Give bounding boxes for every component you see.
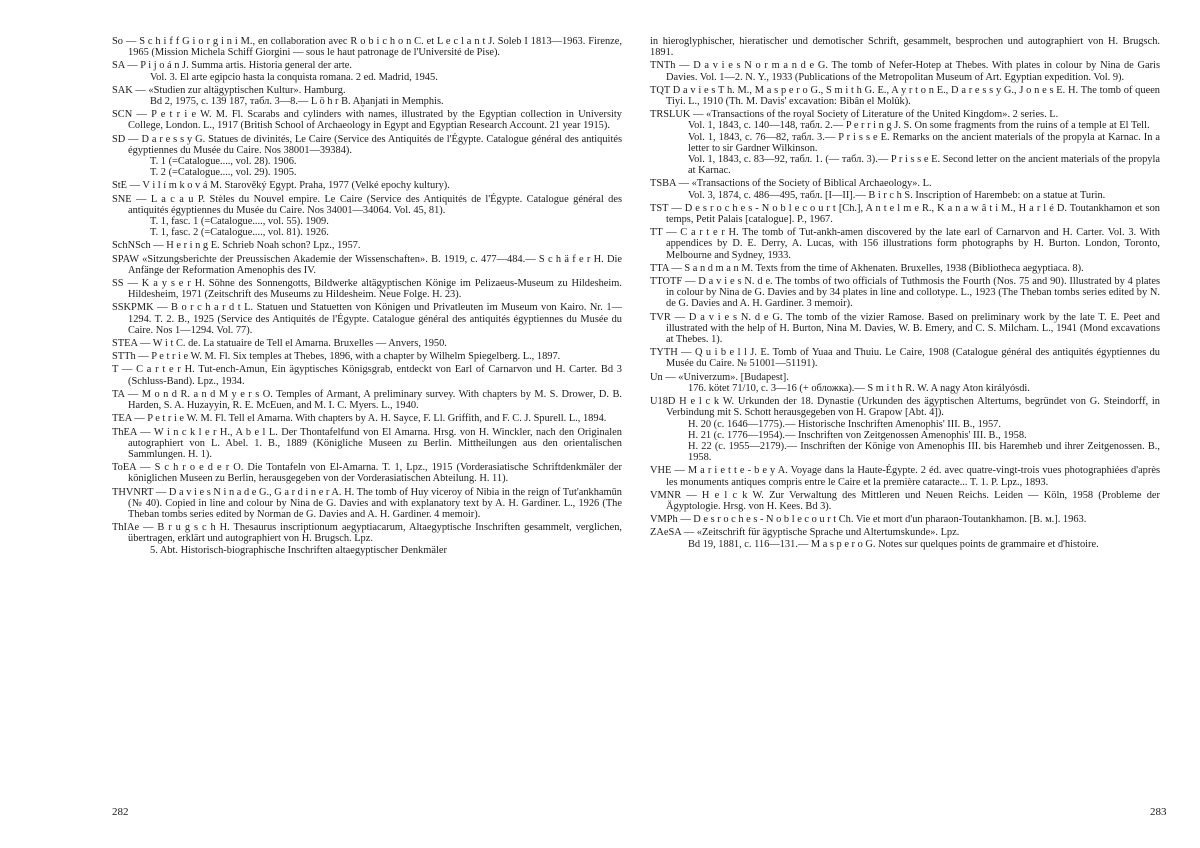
- bibliography-entry: [650, 263, 1160, 274]
- bibliography-entry: [112, 278, 622, 300]
- bibliography-entry: [112, 36, 622, 58]
- entry-text: ZAeSA — «Zeitschrift für ägyptische Sprache und Altertumskunde». Lpz.: [650, 527, 960, 539]
- entry-subline: Vol. 1, 1843, c. 83—92, табл. 1. (— табл. 3).— P r i s s e E. Second letter on the ancient materials of the propyla at Karnac.: [688, 154, 1160, 177]
- bibliography-entry: [112, 413, 622, 424]
- entry-subline: T. 1 (=Catalogue...., vol. 28). 1906.: [150, 156, 297, 168]
- entry-text: TST — D e s r o c h e s - N o b l e c o u r t [Ch.], A n t e l m e R., K a n a w â t i M., H a r l é D. Toutankhamon et son temps, Petit Palais [catalogue]. P., 1967.: [650, 202, 1160, 226]
- entry-subline: Vol. 1, 1843, c. 140—148, табл. 2.— P e r r i n g J. S. On some fragments from the ruins of a temple at El Tell.: [688, 120, 1150, 132]
- left-page: [112, 36, 622, 558]
- entry-subline: Bd 19, 1881, c. 116—131.— M a s p e r o G. Notes sur quelques points de grammaire et d'histoire.: [688, 538, 1099, 550]
- bibliography-entry: [112, 60, 622, 82]
- entry-text: SSKPMK — B o r c h a r d t L. Statuen und Statuetten von Königen und Privatleuten im Museum von Kairo. Nr. 1—1294. T. 2. B., 1925 (Service des Antiquités de l'Égypte. Catalogue général des antiquités égyptiennes du Musée du Caire. Nos 1—1294. Vol. 77).: [112, 302, 622, 336]
- page-number-left: 282: [112, 806, 129, 818]
- bibliography-entry: [112, 487, 622, 521]
- entry-text: U18D H e l c k W. Urkunden der 18. Dynastie (Urkunden des ägyptischen Altertums, begründet von G. Steindorff, in Verbindung mit S. Schott herausgegeben von H. Grapow [Abt. 4]).: [650, 396, 1160, 419]
- entry-text: VMPh — D e s r o c h e s - N o b l e c o u r t Ch. Vie et mort d'un pharaon-Toutankhamon. [B. м.]. 1963.: [650, 514, 1087, 526]
- bibliography-entry: [112, 364, 622, 386]
- bibliography-entry: [112, 180, 622, 191]
- entry-text: T — C a r t e r H. Tut-ench-Amun, Ein ägyptisches Königsgrab, entdeckt von Earl of Carnarvon und H. Carter. Bd 3 (Schluss-Band). Lpz., 1934.: [112, 364, 622, 387]
- entry-text: SA — P i j o á n J. Summa artis. Historia general der arte.: [112, 60, 352, 72]
- bibliography-entry: [650, 527, 1160, 549]
- entry-text: TRSLUK — «Transactions of the royal Society of Literature of the United Kingdom». 2 series. L.: [650, 109, 1059, 121]
- bibliography-entry: [112, 134, 622, 179]
- bibliography-entry: [650, 312, 1160, 346]
- entry-subline: H. 21 (c. 1776—1954).— Inschriften von Zeitgenossen Amenophis' III. B., 1958.: [688, 429, 1027, 441]
- bibliography-entry: [112, 351, 622, 362]
- entry-text: SS — K a y s e r H. Söhne des Sonnengotts, Bildwerke altägyptischen Könige im Pelizaeus-Museum zu Hildesheim. Hildesheim, 1971 (Zeitschrift des Museums zu Hildesheim. Neue Folge. H. 23).: [112, 278, 622, 301]
- bibliography-entry: [650, 203, 1160, 225]
- entry-subline: Bd 2, 1975, c. 139 187, табл. 3—8.— L ö h r B. Aḫanjati in Memphis.: [150, 96, 444, 108]
- bibliography-entry: [650, 396, 1160, 463]
- bibliography-entry: [650, 178, 1160, 200]
- entry-text: Un — «Univerzum». [Budapest].: [650, 371, 789, 383]
- entry-subline: T. 2 (=Catalogue...., vol. 29). 1905.: [150, 167, 297, 179]
- bibliography-entry: [650, 60, 1160, 82]
- bibliography-entry: [650, 36, 1160, 58]
- right-page: [650, 36, 1160, 552]
- entry-text: TT — C a r t e r H. The tomb of Tut-ankh-amen discovered by the late earl of Carnarvon and H. Carter. Vol. 3. With appendices by D. E. Derry, A. Lucas, with 156 illustrations form photographs by H. Burton. London, Toronto, Melbourne and Sydney, 1933.: [650, 227, 1160, 261]
- entry-subline: H. 22 (c. 1955—2179).— Inschriften der Könige von Amenophis III. bis Haremheb und ihrer Zeitgenossen. B., 1958.: [688, 440, 1160, 464]
- bibliography-entry: [112, 302, 622, 336]
- page-number-right: 283: [1150, 806, 1167, 818]
- bibliography-entry: [650, 372, 1160, 394]
- bibliography-entry: [650, 227, 1160, 261]
- bibliography-entry: [650, 276, 1160, 310]
- entry-text: VMNR — H e l c k W. Zur Verwaltung des Mittleren und Neuen Reichs. Leiden — Köln, 1958 (Probleme der Ägyptologie. Hrsg. von H. Kees. Bd 3).: [650, 489, 1160, 512]
- entry-text: THVNRT — D a v i e s N i n a d e G., G a r d i n e r A. H. The tomb of Huy viceroy of Nibia in the reign of Tut'ankhamūn (№ 40). Copied in line and colour by Nina de G. Davies and with explanatory text by A. H. Gardiner. L., 1926 (The Theban tombs series edited by Norman de G. Davies and A. H. Gardiner. 4 memoir).: [112, 486, 622, 520]
- entry-subline: 176. kötet 71/10, c. 3—16 (+ обложка).— S m i t h R. W. A nagy Aton királyósdi.: [688, 382, 1030, 394]
- entry-text: SNE — L a c a u P. Stèles du Nouvel empire. Le Caire (Service des Antiquités de l'Égypte. Catalogue général des antiquités égyptiennes du Musée du Caire. Nos 34001—34064. Vol. 45, 81).: [112, 193, 622, 216]
- entry-text: SAK — «Studien zur altägyptischen Kultur». Hamburg.: [112, 84, 346, 96]
- entry-subline: Vol. 3, 1874, c. 486—495, табл. [I—II].— B i r c h S. Inscription of Harembeb: on a statue at Turin.: [688, 189, 1106, 201]
- entry-continuation: in hieroglyphischer, hieratischer und demotischer Schrift, gesammelt, besprochen und autographiert von H. Brugsch. 1891.: [650, 36, 1160, 59]
- bibliography-entry: [650, 465, 1160, 487]
- entry-text: TA — M o n d R. a n d M y e r s O. Temples of Armant, A preliminary survey. With chapters by M. S. Drower, D. B. Harden, S. A. Huzayyin, R. E. McEuen, and M. I. C. Myers. L., 1940.: [112, 388, 622, 412]
- entry-text: TVR — D a v i e s N. d e G. The tomb of the vizier Ramose. Based on preliminary work by the late T. E. Peet and illustrated with the help of H. Burton, Nina M. Davies, W. B. Emery, and C. S. Milcham. L., 1941 (Mond excavations at Thebes. 1).: [650, 311, 1160, 346]
- entry-text: VHE — M a r i e t t e - b e y A. Voyage dans la Haute-Égypte. 2 éd. avec quatre-vingt-trois vues photographiées d'après les monuments antiques compris entre le Caire et la première cataracte... T. 1. P. Lpz., 1893.: [650, 465, 1160, 488]
- entry-text: SCN — P e t r i e W. M. Fl. Scarabs and cylinders with names, illustrated by the Egyptian collection in University College, London. L., 1917 (British School of Archaeology in Egypt and Egyptian Research Account. 21 year 1915).: [112, 109, 622, 132]
- entry-text: So — S c h i f f G i o r g i n i M., en collaboration avec R o b i c h o n C. et L e c l a n t J. Soleb I 1813—1963. Firenze, 1965 (Mission Michela Schiff Giorgini — sous le haut patronage de l'Université de Pise).: [112, 36, 622, 59]
- bibliography-entry: [112, 338, 622, 349]
- bibliography-entry: [112, 522, 622, 556]
- bibliography-entry: [112, 389, 622, 411]
- entry-text: SPAW «Sitzungsberichte der Preussischen Akademie der Wissenschaften». B. 1919, c. 477—484.— S c h ä f e r H. Die Anfänge der Reformation Amenophis des IV.: [112, 253, 622, 276]
- entry-text: TTA — S a n d m a n M. Texts from the time of Akhenaten. Bruxelles, 1938 (Bibliotheca aegyptiaca. 8).: [650, 262, 1084, 274]
- bibliography-entry: [112, 194, 622, 239]
- entry-subline: H. 20 (c. 1646—1775).— Historische Inschriften Amenophis' III. B., 1957.: [688, 418, 1001, 430]
- bibliography-entry: [112, 254, 622, 276]
- bibliography-entry: [650, 514, 1160, 525]
- entry-text: StE — V i l í m k o v á M. Starověký Egypt. Praha, 1977 (Velké epochy kultury).: [112, 180, 450, 192]
- entry-text: ThIAe — B r u g s c h H. Thesaurus inscriptionum aegyptiacarum, Altaegyptische Inschriften gesammelt, verglichen, übertragen, erklärt und autographiert von H. Brugsch. Lpz.: [112, 522, 622, 545]
- bibliography-entry: [112, 240, 622, 251]
- bibliography-entry: [650, 347, 1160, 369]
- entry-text: TNTh — D a v i e s N o r m a n d e G. The tomb of Nefer-Hotep at Thebes. With plates in colour by Nina de Garis Davies. Vol. 1—2. N. Y., 1933 (Publications of the Metropolitan Museum of Art. Egyptian expedition. Vol. 9).: [650, 60, 1160, 83]
- bibliography-entry: [112, 427, 622, 461]
- entry-text: SD — D a r e s s y G. Statues de divinités, Le Caire (Service des Antiquités de l'Égypte. Catalogue général des antiquités égyptiennes du Musée du Caire. Nos 38001—39384).: [112, 133, 622, 156]
- entry-text: SchNSch — H e r i n g E. Schrieb Noah schon? Lpz., 1957.: [112, 240, 361, 252]
- entry-text: TSBA — «Transactions of the Society of Biblical Archaeology». L.: [650, 178, 932, 190]
- entry-text: TQT D a v i e s T h. M., M a s p e r o G., S m i t h G. E., A y r t o n E., D a r e s s y G., J o n e s E. H. The tomb of queen Tiyi. L., 1910 (Th. M. Davis' excavation: Bibân el Molûk).: [650, 84, 1160, 108]
- entry-text: TEA — P e t r i e W. M. Fl. Tell el Amarna. With chapters by A. H. Sayce, F. Ll. Griffith, and F. C. J. Spurell. L., 1894.: [112, 413, 607, 425]
- bibliography-entry: [112, 462, 622, 484]
- bibliography-entry: [112, 85, 622, 107]
- entry-text: ToEA — S c h r o e d e r O. Die Tontafeln von El-Amarna. T. 1, Lpz., 1915 (Vorderasiatische Schriftdenkmäler der königlichen Museen zu Berlin, herausgegeben von der Vorderasiatischen Abteilung. H. 11).: [112, 462, 622, 485]
- bibliography-entry: [650, 85, 1160, 107]
- entry-subline: Vol. 1, 1843, c. 76—82, табл. 3.— P r i s s e E. Remarks on the ancient materials of the propyla at Karnac. In a letter to sir Gardner Wilkinson.: [688, 131, 1160, 154]
- entry-subline: T. 1, fasc. 2 (=Catalogue...., vol. 81). 1926.: [150, 227, 329, 239]
- bibliography-entry: [650, 490, 1160, 512]
- entry-text: ThEA — W i n c k l e r H., A b e l L. Der Thontafelfund von El Amarna. Hrsg. von H. Winckler, nach den Originalen autographiert von L. Abel. 1. B., 1889 (Königliche Museen zu Berlin. Mittheilungen aus den orientalischen Sammlungen. H. 1).: [112, 426, 622, 460]
- bibliography-entry: [650, 109, 1160, 176]
- bibliography-entry: [112, 109, 622, 131]
- entry-subline: 5. Abt. Historisch-biographische Inschriften altaegyptischer Denkmäler: [150, 544, 447, 556]
- entry-text: TYTH — Q u i b e l l J. E. Tomb of Yuaa and Thuiu. Le Caire, 1908 (Catalogue général des antiquités égyptiennes du Musée du Caire. № 51001—51191).: [650, 347, 1160, 370]
- entry-text: STEA — W i t C. de. La statuaire de Tell el Amarna. Bruxelles — Anvers, 1950.: [112, 338, 447, 350]
- entry-text: TTOTF — D a v i e s N. d e. The tombs of two officials of Tuthmosis the Fourth (Nos. 75 and 90). Illustrated by 4 plates in colour by Nina de G. Davies and by 34 plates in line and collotype. L., 1923 (The Theban tombs series edited by N. de G. Davies and A. H. Gardiner. 3 memoir).: [650, 276, 1160, 310]
- entry-subline: T. 1, fasc. 1 (=Catalogue...., vol. 55). 1909.: [150, 216, 329, 228]
- entry-subline: Vol. 3. El arte egipcio hasta la conquista romana. 2 ed. Madrid, 1945.: [150, 71, 438, 83]
- entry-text: STTh — P e t r i e W. M. Fl. Six temples at Thebes, 1896, with a chapter by Wilhelm Spiegelberg. L., 1897.: [112, 351, 561, 363]
